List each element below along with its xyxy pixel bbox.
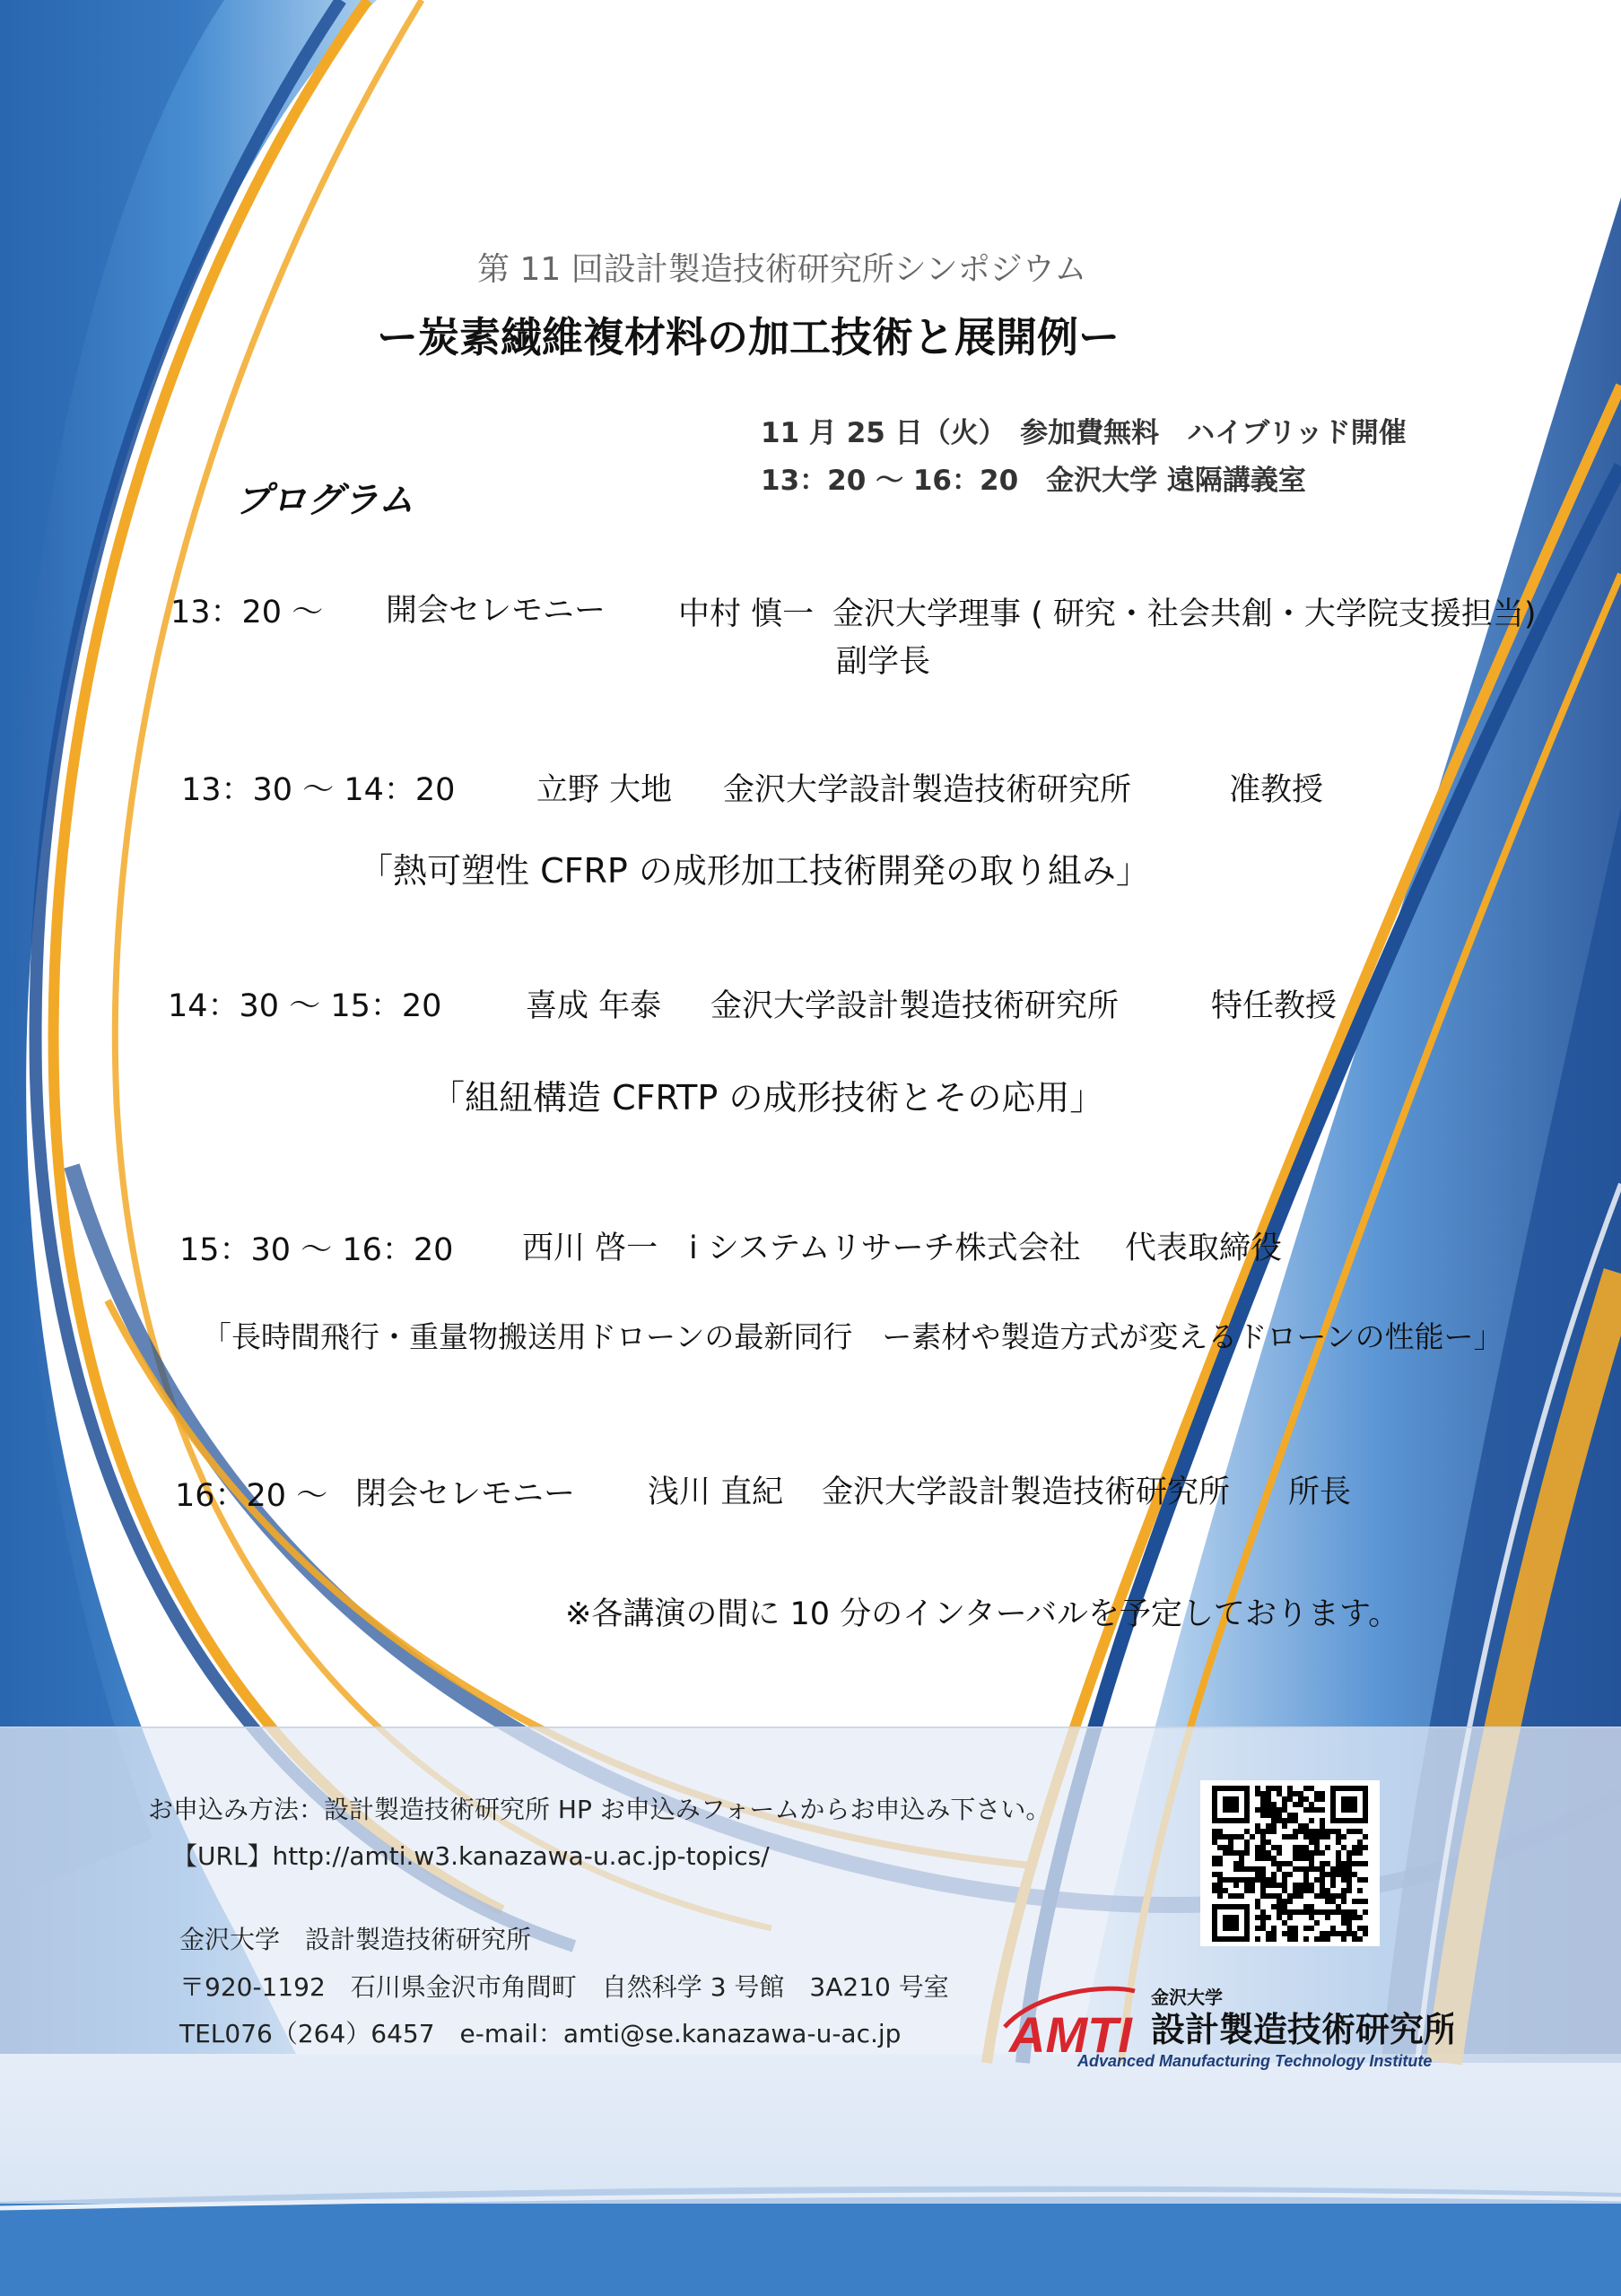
talk-1-affiliation: 金沢大学設計製造技術研究所 bbox=[723, 772, 1132, 808]
logo-university: 金沢大学 bbox=[1151, 1987, 1223, 2008]
talk-3-time: 15：30 ～ 16：20 bbox=[179, 1232, 454, 1268]
closing-affiliation: 金沢大学設計製造技術研究所 bbox=[822, 1474, 1231, 1510]
page-title: ー炭素繊維複材料の加工技術と展開例ー bbox=[377, 313, 1120, 361]
talk-2-speaker: 喜成 年泰 bbox=[526, 988, 662, 1024]
talk-3-position: 代表取締役 bbox=[1125, 1231, 1283, 1266]
talk-2-time: 14：30 ～ 15：20 bbox=[168, 988, 442, 1024]
talk-2-position: 特任教授 bbox=[1211, 988, 1338, 1024]
talk-1-speaker: 立野 大地 bbox=[536, 772, 673, 808]
event-date-fee-format: 11 月 25 日（火） 参加費無料 ハイブリッド開催 bbox=[761, 417, 1407, 449]
organization-contact: TEL076（264）6457 e-mail：amti@se.kanazawa-u-ac.jp bbox=[179, 2019, 902, 2048]
organization-address: 〒920-1192 石川県金沢市角間町 自然科学 3 号館 3A210 号室 bbox=[179, 1972, 949, 2002]
logo-english: Advanced Manufacturing Technology Institute bbox=[1077, 2052, 1433, 2070]
talk-3-affiliation: i システムリサーチ株式会社 bbox=[689, 1231, 1081, 1266]
closing-time: 16：20 ～ bbox=[175, 1478, 328, 1514]
talk-1-position: 准教授 bbox=[1229, 772, 1324, 808]
application-url[interactable]: 【URL】http://amti.w3.kanazawa-u.ac.jp-topics/ bbox=[172, 1841, 770, 1871]
interval-note: ※各講演の間に 10 分のインターバルを予定しております。 bbox=[565, 1596, 1400, 1632]
closing-title: 閉会セレモニー bbox=[355, 1476, 576, 1512]
talk-2-title: 「組紐構造 CFRTP の成形技術とその応用」 bbox=[431, 1078, 1104, 1118]
amti-logo bbox=[1000, 1973, 1453, 2072]
closing-position: 所長 bbox=[1288, 1474, 1352, 1510]
talk-3-speaker: 西川 啓一 bbox=[522, 1231, 658, 1266]
logo-mark: AMTI bbox=[1009, 2006, 1132, 2063]
opening-speaker: 中村 慎一 bbox=[678, 596, 815, 632]
opening-affiliation: 金沢大学理事 ( 研究・社会共創・大学院支援担当) bbox=[832, 596, 1537, 632]
talk-2-affiliation: 金沢大学設計製造技術研究所 bbox=[710, 988, 1120, 1024]
closing-speaker: 浅川 直紀 bbox=[648, 1474, 784, 1510]
qr-code[interactable] bbox=[1200, 1780, 1380, 1946]
logo-institute: 設計製造技術研究所 bbox=[1151, 2010, 1453, 2049]
organization-name: 金沢大学 設計製造技術研究所 bbox=[179, 1925, 532, 1954]
talk-3-title: 「長時間飛行・重量物搬送用ドローンの最新同行 ー素材や製造方式が変えるドローンの性能ー」 bbox=[202, 1319, 1503, 1354]
opening-time: 13：20 ～ bbox=[170, 595, 324, 631]
talk-1-title: 「熱可塑性 CFRP の成形加工技術開発の取り組み」 bbox=[359, 851, 1150, 891]
event-time-venue: 13：20 ～ 16：20 金沢大学 遠隔講義室 bbox=[761, 465, 1306, 497]
program-heading: プログラム bbox=[235, 480, 414, 521]
symposium-subtitle: 第 11 回設計製造技術研究所シンポジウム bbox=[477, 251, 1087, 288]
opening-role: 副学長 bbox=[836, 644, 931, 680]
application-method: お申込み方法：設計製造技術研究所 HP お申込みフォームからお申込み下さい。 bbox=[148, 1795, 1051, 1824]
talk-1-time: 13：30 ～ 14：20 bbox=[181, 772, 456, 808]
opening-title: 開会セレモニー bbox=[386, 593, 606, 629]
